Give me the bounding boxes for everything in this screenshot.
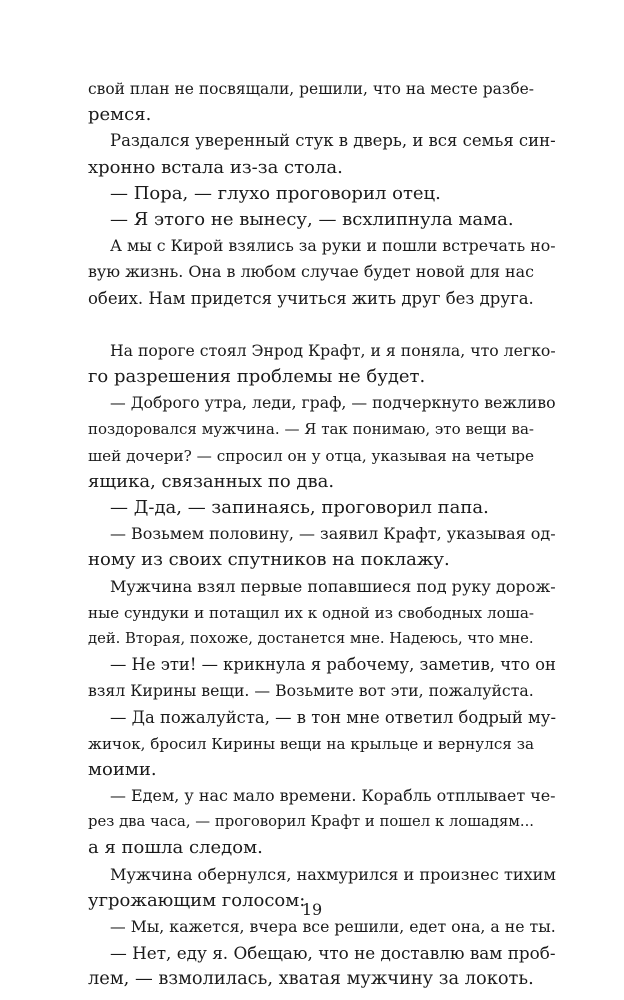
text-line: ному из своих спутников на поклажу.	[88, 549, 450, 571]
text-line: вую жизнь. Она в любом случае будет новой для нас	[88, 262, 534, 282]
text-line: лем, — взмолилась, хватая мужчину за локоть.	[88, 968, 534, 990]
text-line: шей дочери? — спросил он у отца, указывая на четыре	[88, 446, 534, 465]
text-line: — Доброго утра, леди, граф, — подчеркнуто вежливо	[110, 393, 556, 413]
text-line: поздоровался мужчина. — Я так понимаю, это вещи ва-	[88, 420, 534, 439]
text-line: — Едем, у нас мало времени. Корабль отплывает че-	[110, 786, 556, 806]
text-line: — Мы, кажется, вчера все решили, едет она, а не ты.	[110, 917, 556, 936]
page-number: 19	[301, 900, 323, 919]
text-line: го разрешения проблемы не будет.	[88, 366, 426, 388]
text-line: — Возьмем половину, — заявил Крафт, указывая од-	[110, 524, 556, 544]
text-line: — Не эти! — крикнула я рабочему, заметив, что он	[110, 655, 556, 675]
body-text	[88, 76, 556, 993]
text-line: — Нет, еду я. Обещаю, что не доставлю вам проб-	[110, 943, 556, 964]
text-line: На пороге стоял Энрод Крафт, и я поняла, что легко-	[110, 340, 556, 360]
paragraph-gap	[88, 312, 534, 338]
text-line: — Да пожалуйста, — в тон мне ответил бодрый му-	[110, 707, 556, 727]
text-line: взял Кирины вещи. — Возьмите вот эти, пожалуйста.	[88, 681, 534, 701]
text-line: моими.	[88, 758, 157, 780]
text-line: угрожающим голосом:	[88, 889, 306, 911]
text-line: дей. Вторая, похоже, достанется мне. Надеюсь, что мне.	[88, 629, 534, 647]
text-line: свой план не посвящали, решили, что на месте разбе-	[88, 80, 534, 98]
text-line: ные сундуки и потащил их к одной из свободных лоша-	[88, 603, 534, 622]
text-line: а я пошла следом.	[88, 837, 263, 859]
text-line: хронно встала из-за стола.	[88, 156, 343, 178]
text-line: А мы с Кирой взялись за руки и пошли встречать но-	[110, 236, 556, 256]
text-line: — Д-да, — запинаясь, проговорил папа.	[110, 497, 489, 518]
text-line: Раздался уверенный стук в дверь, и вся семья син-	[110, 131, 556, 151]
text-line: ремся.	[88, 104, 152, 126]
text-line: Мужчина обернулся, нахмурился и произнес тихим	[110, 864, 556, 884]
text-line: Мужчина взял первые попавшиеся под руку дорож-	[110, 576, 556, 596]
text-line: обеих. Нам придется учиться жить друг без друга.	[88, 288, 534, 308]
text-line: — Я этого не вынесу, — всхлипнула мама.	[110, 208, 514, 230]
text-line: рез два часа, — проговорил Крафт и пошел к лошадям...	[88, 813, 534, 831]
text-line: жичок, бросил Кирины вещи на крыльце и вернулся за	[88, 734, 534, 753]
text-line: ящика, связанных по два.	[88, 470, 335, 492]
text-line: — Пора, — глухо проговорил отец.	[110, 182, 441, 204]
